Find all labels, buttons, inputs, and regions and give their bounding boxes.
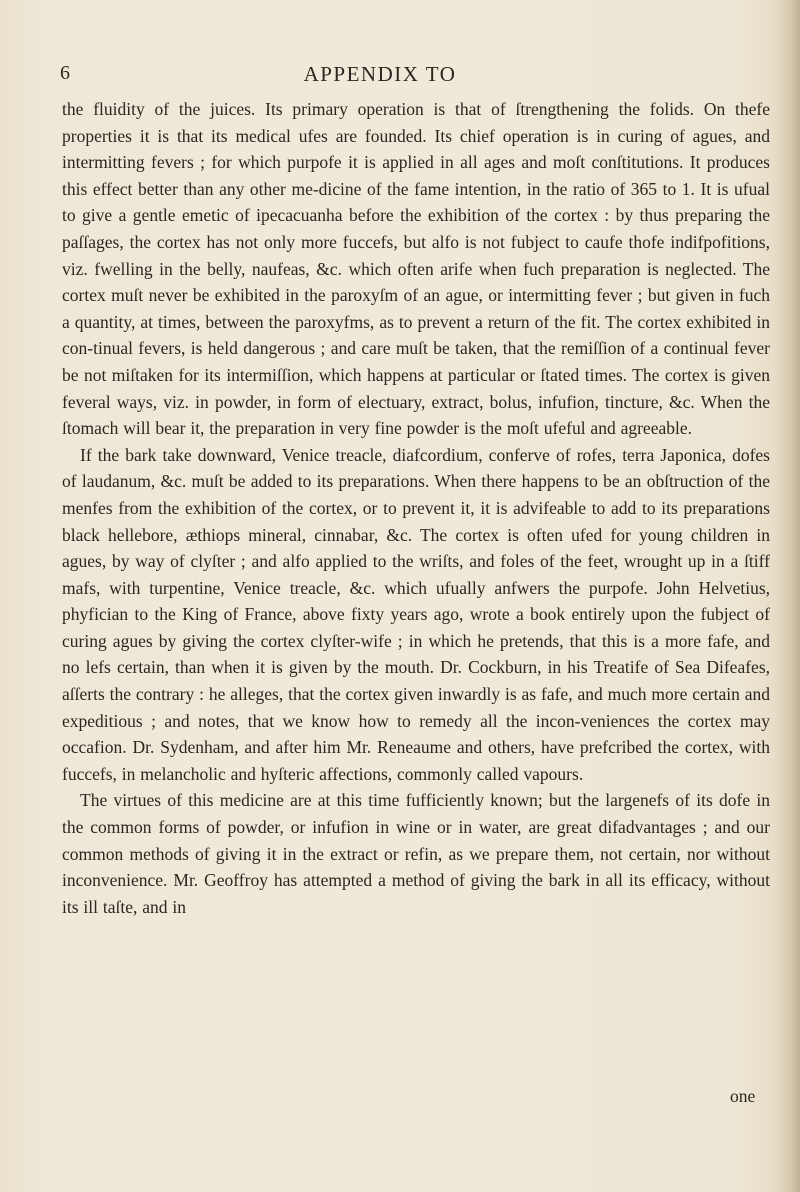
paragraph: the fluidity of the juices. Its primary operation is that of ſtrengthening the folids. On thefe properties it is that its medical ufes are founded. Its chief operation is in curing of agues, and intermitting fevers ; for which purpofe it is applied in all ages and moſt conſtitutions. It produces this effect better than any other me-dicine of the fame intention, in the ratio of 365 to 1. It is ufual to give a gentle emetic of ipecacuanha before the exhibition of the cortex : by thus preparing the paſſages, the cortex has not only more fuccefs, but alfo is not fubject to caufe thofe indifpofitions, viz. fwelling in the belly, naufeas, &c. which often arife when fuch preparation is neglected. The cortex muſt never be exhibited in the paroxyſm of an ague, or intermitting fever ; but given in fuch a quantity, at times, between the paroxyfms, as to prevent a return of the fit. The cortex exhibited in con-tinual fevers, is held dangerous ; and care muſt be taken, that the remiſſion of a continual fever be not miſtaken for its intermiſſion, which happens at particular or ſtated times. The cortex is given feveral ways, viz. in powder, in form of electuary, extract, bolus, infufion, tincture, &c. When the ſtomach will bear it, the preparation in very fine powder is the moſt ufeful and agreeable. (62, 99, 770, 439)
paragraph: If the bark take downward, Venice treacle, diafcordium, conferve of rofes, terra Japonica, dofes of laudanum, &c. muſt be added to its preparations. When there happens to be an obſtruction of the menfes from the exhibition of the cortex, or to prevent it, it is advifeable to add to its preparations black hellebore, æthiops mineral, cinnabar, &c. The cortex is often ufed for young children in agues, by way of clyſter ; and alfo applied to the wriſts, and foles of the feet, wrought up in a ſtiff mafs, with turpentine, Venice treacle, &c. which ufually anfwers the purpofe. John Helvetius, phyfician to the King of France, above fixty years ago, wrote a book entirely upon the fubject of curing agues by giving the cortex clyſter-wife ; in which he pretends, that this is a more fafe, and no lefs certain, than when it is given by the mouth. Dr. Cockburn, in his Treatife of Sea Difeafes, aſſerts the contrary : he alleges, that the cortex given inwardly is as fafe, and much more certain and expeditious ; and notes, that we know how to remedy all the incon-veniences the cortex may occafion. Dr. Sydenham, and after him Mr. Reneaume and others, have prefcribed the cortex, with fuccefs, in melancholic and hyſteric affections, commonly called vapours. (62, 444, 770, 784)
body-text (62, 96, 770, 920)
page-header (60, 62, 700, 88)
page-edge-shadow (774, 0, 800, 1192)
page-number: 6 (60, 62, 71, 84)
running-head: APPENDIX TO (303, 62, 457, 86)
paragraph: The virtues of this medicine are at this time fufficiently known; but the largenefs of its dofe in the common forms of powder, or infufion in wine or in water, are great difadvantages ; and our common methods of giving it in the extract or refin, as we prepare them, not certain, nor without inconvenience. Mr. Geoffroy has attempted a method of giving the bark in all its efficacy, without its ill taſte, and in (62, 790, 770, 917)
catchword: one (730, 1086, 756, 1106)
